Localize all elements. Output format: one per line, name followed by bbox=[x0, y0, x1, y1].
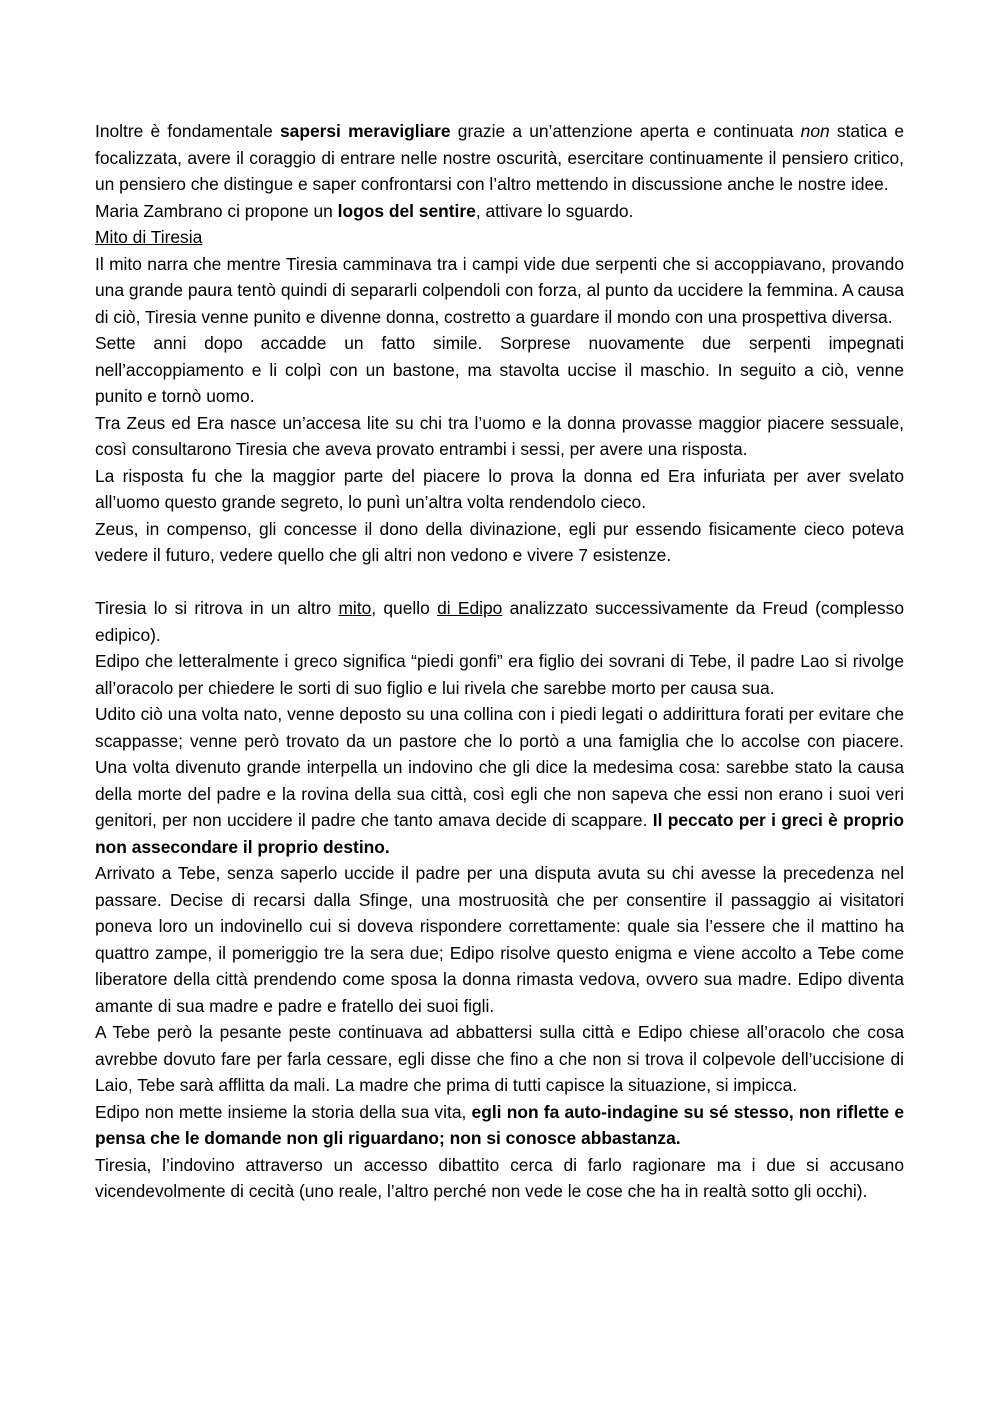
text-segment: analizzato successivamente da Freud (complesso edipico). bbox=[95, 598, 904, 645]
text-segment: grazie a un’attenzione aperta e continuata bbox=[450, 121, 801, 141]
text-segment: Udito ciò una volta nato, venne deposto su una collina con i piedi legati o addirittura forati per evitare che scappasse; venne però trovato da un pastore che lo portò a una famiglia che lo accolse con piacere. Una volta divenuto grande interpella un indovino che gli dice la medesima cosa: sarebbe stato la causa della morte del padre e la rovina della sua città, così egli che non sapeva che essi non erano i suoi veri genitori, per non uccidere il padre che tanto amava decide di scappare. bbox=[95, 704, 904, 830]
text-segment: Il peccato per i greci è proprio non assecondare il proprio destino. bbox=[95, 810, 904, 857]
paragraph-p15 bbox=[95, 1152, 904, 1205]
text-segment: Zeus, in compenso, gli concesse il dono della divinazione, egli pur essendo fisicamente cieco poteva vedere il futuro, vedere quello che gli altri non vedono e vivere 7 esistenze. bbox=[95, 518, 904, 565]
text-segment: sapersi meravigliare bbox=[279, 121, 451, 141]
paragraph-p6 bbox=[95, 410, 904, 463]
paragraph-p8 bbox=[95, 516, 904, 569]
paragraph-p2 bbox=[95, 198, 904, 225]
text-segment: Mito di Tiresia bbox=[95, 227, 203, 247]
document-body bbox=[95, 118, 904, 1205]
text-segment: mito bbox=[338, 598, 372, 618]
paragraph-p12 bbox=[95, 860, 904, 1019]
text-segment: Edipo non mette insieme la storia della sua vita, bbox=[95, 1101, 472, 1122]
text-segment: di Edipo bbox=[437, 598, 503, 618]
text-segment: statica e focalizzata, avere il coraggio di entrare nelle nostre oscurità, esercitare continuamente il pensiero critico, un pensiero che distingue e saper confrontarsi con l’altro mettendo in discussione anche le nostre idee. bbox=[95, 121, 905, 194]
paragraph-p1 bbox=[95, 118, 904, 198]
paragraph-p4 bbox=[95, 251, 904, 331]
text-segment: Edipo che letteralmente i greco significa “piedi gonfi” era figlio dei sovrani di Tebe, il padre Lao si rivolge all’oracolo per chiedere le sorti di suo figlio e lui rivela che sarebbe morto per causa sua. bbox=[95, 651, 904, 698]
paragraph-p5 bbox=[95, 330, 904, 410]
paragraph-p3 bbox=[95, 224, 904, 251]
text-segment: non bbox=[800, 121, 830, 141]
paragraph-p14 bbox=[95, 1099, 904, 1152]
paragraph-p11 bbox=[95, 701, 904, 860]
paragraph-p13 bbox=[95, 1019, 904, 1099]
paragraph-spacer bbox=[95, 569, 904, 596]
text-segment: Inoltre è fondamentale bbox=[95, 121, 280, 141]
text-segment: Arrivato a Tebe, senza saperlo uccide il padre per una disputa avuta su chi avesse la precedenza nel passare. Decise di recarsi dalla Sfinge, una mostruosità che per consentire il passaggio ai visitatori poneva loro un indovinello cui si doveva rispondere correttamente: quale sia l’essere che il mattino ha quattro zampe, il pomeriggio tre la sera due; Edipo risolve questo enigma e viene accolto a Tebe come liberatore della città prendendo come sposa la donna rimasta vedova, ovvero sua madre. Edipo diventa amante di sua madre e padre e fratello dei suoi figli. bbox=[95, 863, 904, 1016]
paragraph-p9 bbox=[95, 595, 904, 648]
text-segment: A Tebe però la pesante peste continuava ad abbattersi sulla città e Edipo chiese all’oracolo che cosa avrebbe dovuto fare per farla cessare, egli disse che fino a che non si trova il colpevole dell’uccisione di Laio, Tebe sarà afflitta da mali. La madre che prima di tutti capisce la situazione, si impicca. bbox=[95, 1022, 904, 1095]
text-segment: Tiresia, l’indovino attraverso un accesso dibattito cerca di farlo ragionare ma i due si accusano vicendevolmente di cecità (uno reale, l’altro perché non vede le cose che ha in realtà sotto gli occhi). bbox=[95, 1154, 904, 1201]
text-segment: Il mito narra che mentre Tiresia camminava tra i campi vide due serpenti che si accoppiavano, provando una grande paura tentò quindi di separarli colpendoli con forza, al punto da uccidere la femmina. A causa di ciò, Tiresia venne punito e divenne donna, costretto a guardare il mondo con una prospettiva diversa. bbox=[95, 253, 904, 327]
text-segment: La risposta fu che la maggior parte del piacere lo prova la donna ed Era infuriata per aver svelato all’uomo questo grande segreto, lo punì un’altra volta rendendolo cieco. bbox=[95, 465, 904, 512]
text-segment: Tra Zeus ed Era nasce un’accesa lite su chi tra l’uomo e la donna provasse maggior piacere sessuale, così consultarono Tiresia che aveva provato entrambi i sessi, per avere una risposta. bbox=[95, 412, 904, 459]
text-segment: , attivare lo sguardo. bbox=[475, 200, 634, 221]
text-segment: Sette anni dopo accadde un fatto simile. Sorprese nuovamente due serpenti impegnati nell’accoppiamento e li colpì con un bastone, ma stavolta uccise il maschio. In seguito a ciò, venne punito e tornò uomo. bbox=[95, 333, 904, 406]
text-segment: Maria Zambrano ci propone un bbox=[95, 200, 338, 221]
text-segment: egli non fa auto-indagine su sé stesso, non riflette e pensa che le domande non gli riguardano; non si conosce abbastanza. bbox=[95, 1101, 904, 1148]
text-segment: logos del sentire bbox=[337, 200, 476, 221]
text-segment: Tiresia lo si ritrova in un altro bbox=[95, 598, 339, 618]
text-segment: , quello bbox=[371, 598, 438, 618]
paragraph-p7 bbox=[95, 463, 904, 516]
paragraph-p10 bbox=[95, 648, 904, 701]
